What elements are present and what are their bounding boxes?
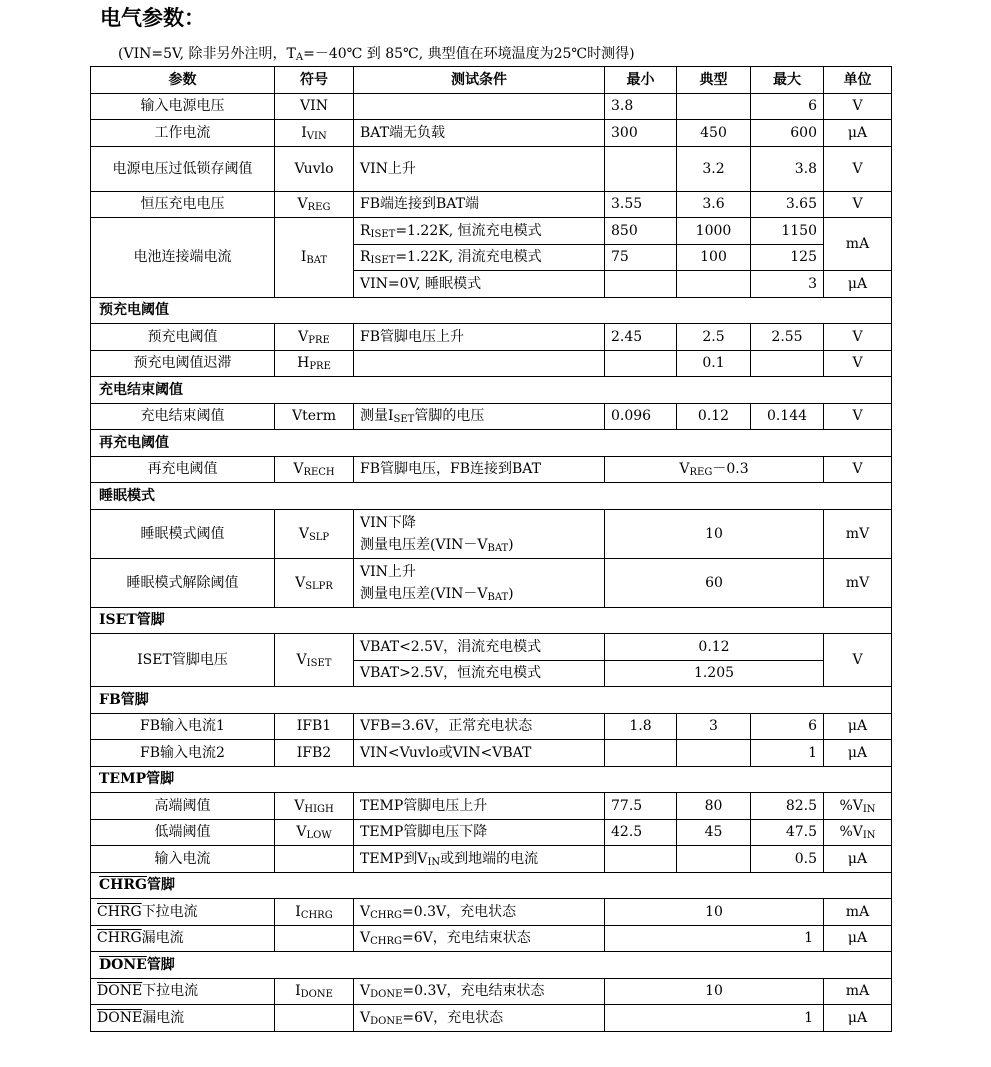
param-cell: 再充电阈值: [91, 456, 275, 483]
section-title: CHRG管脚: [91, 872, 892, 899]
symbol-cell: VIN: [275, 93, 354, 120]
unit-cell: V: [824, 634, 892, 687]
max-cell: 1150: [751, 218, 824, 245]
min-cell: 1.8: [605, 713, 677, 740]
param-cell: 预充电阈值: [91, 324, 275, 351]
table-row: [91, 899, 892, 926]
symbol-cell: $I_{CHRG}$: [275, 899, 354, 926]
min-cell: 42.5: [605, 819, 677, 846]
table-row: [91, 93, 892, 120]
section-title: 再充电阈值: [91, 430, 892, 457]
condition-cell: $R_{ISET}=1.22K$, 恒流充电模式: [354, 218, 605, 245]
section-title: DONE管脚: [91, 952, 892, 979]
condition-cell: VIN上升: [354, 146, 605, 191]
header-typ: 典型: [677, 67, 751, 94]
symbol-cell: $I_{DONE}$: [275, 978, 354, 1005]
symbol-cell: $V_{HIGH}$: [275, 793, 354, 820]
symbol-cell: [275, 846, 354, 873]
unit-cell: μA: [824, 846, 892, 873]
unit-cell: $\%V_{IN}$: [824, 819, 892, 846]
param-cell: FB输入电流1: [91, 713, 275, 740]
section-row: [91, 430, 892, 457]
section-title: FB管脚: [91, 687, 892, 714]
header-unit: 单位: [824, 67, 892, 94]
section-row: [91, 483, 892, 510]
unit-cell: V: [824, 350, 892, 377]
max-cell: 1: [605, 1005, 824, 1032]
typ-cell: 10: [605, 978, 824, 1005]
unit-cell: V: [824, 191, 892, 218]
unit-cell: μA: [824, 925, 892, 952]
table-row: [91, 740, 892, 767]
table-row: [91, 634, 892, 661]
condition-cell: VBAT<2.5V，涓流充电模式: [354, 634, 605, 661]
condition-cell: VFB=3.6V，正常充电状态: [354, 713, 605, 740]
section-title: ISET管脚: [91, 607, 892, 634]
symbol-cell: $V_{ISET}$: [275, 634, 354, 687]
symbol-cell: $H_{PRE}$: [275, 350, 354, 377]
table-row: [91, 558, 892, 607]
min-cell: 3.55: [605, 191, 677, 218]
param-cell: 电源电压过低锁存阈值: [91, 146, 275, 191]
unit-cell: mA: [824, 218, 892, 271]
condition-line: VIN下降: [360, 514, 416, 531]
min-cell: 3.8: [605, 93, 677, 120]
symbol-cell: Vuvlo: [275, 146, 354, 191]
typ-cell: 0.1: [677, 350, 751, 377]
symbol-cell: $V_{SLPR}$: [275, 558, 354, 607]
condition-cell: [354, 93, 605, 120]
min-cell: [605, 846, 677, 873]
min-cell: 77.5: [605, 793, 677, 820]
typ-cell: 60: [605, 558, 824, 607]
test-condition-note: (VIN=5V, 除非另外注明，$T_A=-40℃$ 到 85℃, 典型值在环境温度为25℃时测得): [118, 46, 635, 63]
unit-cell: mA: [824, 978, 892, 1005]
table-row: [91, 146, 892, 191]
typ-cell: 3: [677, 713, 751, 740]
table-row: [91, 403, 892, 430]
table-row: [91, 324, 892, 351]
min-cell: 2.45: [605, 324, 677, 351]
symbol-cell: IFB1: [275, 713, 354, 740]
condition-cell: VIN=0V, 睡眠模式: [354, 271, 605, 298]
unit-cell: V: [824, 456, 892, 483]
min-cell: [605, 271, 677, 298]
max-cell: 82.5: [751, 793, 824, 820]
max-cell: 0.144: [751, 403, 824, 430]
min-cell: [605, 740, 677, 767]
unit-cell: V: [824, 93, 892, 120]
unit-cell: μA: [824, 1005, 892, 1032]
condition-line: VIN上升: [360, 563, 416, 580]
max-cell: 6: [751, 93, 824, 120]
max-cell: 47.5: [751, 819, 824, 846]
typ-cell: 0.12: [605, 634, 824, 661]
min-cell: 75: [605, 244, 677, 271]
typ-cell: 100: [677, 244, 751, 271]
typ-cell: 45: [677, 819, 751, 846]
symbol-cell: [275, 925, 354, 952]
unit-cell: V: [824, 146, 892, 191]
header-condition: 测试条件: [354, 67, 605, 94]
table-row: [91, 978, 892, 1005]
symbol-cell: $V_{RECH}$: [275, 456, 354, 483]
unit-cell: mA: [824, 899, 892, 926]
section-row: [91, 607, 892, 634]
param-cell: 充电结束阈值: [91, 403, 275, 430]
unit-cell: mV: [824, 509, 892, 558]
table-row: [91, 819, 892, 846]
max-cell: 600: [751, 120, 824, 147]
symbol-cell: $I_{BAT}$: [275, 218, 354, 298]
section-row: [91, 377, 892, 404]
condition-cell: BAT端无负载: [354, 120, 605, 147]
param-cell: DONE下拉电流: [91, 978, 275, 1005]
max-cell: 3.65: [751, 191, 824, 218]
unit-cell: μA: [824, 713, 892, 740]
section-row: [91, 766, 892, 793]
condition-cell: $V_{CHRG}=0.3V$，充电状态: [354, 899, 605, 926]
condition-cell: $R_{ISET}=1.22K$, 涓流充电模式: [354, 244, 605, 271]
condition-cell: FB管脚电压上升: [354, 324, 605, 351]
param-cell: 睡眠模式阈值: [91, 509, 275, 558]
param-cell: 电池连接端电流: [91, 218, 275, 298]
table-row: [91, 1005, 892, 1032]
table-row: [91, 120, 892, 147]
min-cell: 0.096: [605, 403, 677, 430]
header-param: 参数: [91, 67, 275, 94]
max-cell: 3: [751, 271, 824, 298]
symbol-cell: [275, 1005, 354, 1032]
symbol-cell: $V_{PRE}$: [275, 324, 354, 351]
section-title: TEMP管脚: [91, 766, 892, 793]
param-cell: 低端阈值: [91, 819, 275, 846]
section-title: 预充电阈值: [91, 297, 892, 324]
header-symbol: 符号: [275, 67, 354, 94]
typ-cell: 10: [605, 509, 824, 558]
max-cell: 1: [751, 740, 824, 767]
max-cell: 125: [751, 244, 824, 271]
param-cell: DONE漏电流: [91, 1005, 275, 1032]
symbol-cell: $V_{LOW}$: [275, 819, 354, 846]
table-row: [91, 509, 892, 558]
table-header-row: [91, 67, 892, 94]
min-cell: [605, 146, 677, 191]
typ-cell: 1000: [677, 218, 751, 245]
electrical-parameters-table: [90, 66, 892, 1032]
condition-cell: $V_{CHRG}=6V$，充电结束状态: [354, 925, 605, 952]
param-cell: CHRG漏电流: [91, 925, 275, 952]
table-row: [91, 846, 892, 873]
condition-cell: [354, 350, 605, 377]
typ-cell: 3.2: [677, 146, 751, 191]
typ-cell: [677, 271, 751, 298]
symbol-cell: $V_{REG}$: [275, 191, 354, 218]
max-cell: 6: [751, 713, 824, 740]
typ-cell: 0.12: [677, 403, 751, 430]
condition-cell: VIN上升 测量电压差$(VIN-V_{BAT})$: [354, 558, 605, 607]
condition-cell: VBAT>2.5V，恒流充电模式: [354, 660, 605, 687]
unit-cell: μA: [824, 271, 892, 298]
typ-cell: 3.6: [677, 191, 751, 218]
page-title: 电气参数：: [100, 6, 205, 30]
param-cell: 输入电源电压: [91, 93, 275, 120]
max-cell: 0.5: [751, 846, 824, 873]
typ-cell: [677, 740, 751, 767]
max-cell: 3.8: [751, 146, 824, 191]
condition-cell: TEMP管脚电压上升: [354, 793, 605, 820]
param-cell: FB输入电流2: [91, 740, 275, 767]
typ-cell: 2.5: [677, 324, 751, 351]
param-cell: 高端阈值: [91, 793, 275, 820]
section-row: [91, 687, 892, 714]
table-row: [91, 925, 892, 952]
table-row: [91, 350, 892, 377]
value-cell: $V_{REG}-0.3$: [605, 456, 824, 483]
condition-cell: FB管脚电压，FB连接到BAT: [354, 456, 605, 483]
param-cell: 输入电流: [91, 846, 275, 873]
table-row: [91, 456, 892, 483]
header-max: 最大: [751, 67, 824, 94]
unit-cell: mV: [824, 558, 892, 607]
condition-cell: VIN<Vuvlo或VIN<VBAT: [354, 740, 605, 767]
section-title: 充电结束阈值: [91, 377, 892, 404]
min-cell: [605, 350, 677, 377]
symbol-cell: IFB2: [275, 740, 354, 767]
unit-cell: V: [824, 324, 892, 351]
condition-cell: TEMP管脚电压下降: [354, 819, 605, 846]
table-row: [91, 713, 892, 740]
condition-cell: FB端连接到BAT端: [354, 191, 605, 218]
unit-cell: μA: [824, 120, 892, 147]
unit-cell: $\%V_{IN}$: [824, 793, 892, 820]
min-cell: 300: [605, 120, 677, 147]
param-cell: 预充电阈值迟滞: [91, 350, 275, 377]
unit-cell: V: [824, 403, 892, 430]
condition-cell: $V_{DONE}=0.3V$，充电结束状态: [354, 978, 605, 1005]
max-cell: 1: [605, 925, 824, 952]
symbol-cell: Vterm: [275, 403, 354, 430]
param-cell: 工作电流: [91, 120, 275, 147]
param-cell: CHRG下拉电流: [91, 899, 275, 926]
typ-cell: [677, 846, 751, 873]
typ-cell: 10: [605, 899, 824, 926]
max-cell: [751, 350, 824, 377]
condition-cell: TEMP到$V_{IN}$或到地端的电流: [354, 846, 605, 873]
condition-cell: VIN下降 测量电压差$(VIN-V_{BAT})$: [354, 509, 605, 558]
param-cell: 睡眠模式解除阈值: [91, 558, 275, 607]
table-row: [91, 793, 892, 820]
min-cell: 850: [605, 218, 677, 245]
symbol-cell: $I_{VIN}$: [275, 120, 354, 147]
condition-cell: 测量$I_{SET}$管脚的电压: [354, 403, 605, 430]
section-row: [91, 297, 892, 324]
typ-cell: [677, 93, 751, 120]
symbol-cell: $V_{SLP}$: [275, 509, 354, 558]
typ-cell: 80: [677, 793, 751, 820]
typ-cell: 450: [677, 120, 751, 147]
header-min: 最小: [605, 67, 677, 94]
section-row: [91, 952, 892, 979]
condition-cell: $V_{DONE}=6V$，充电状态: [354, 1005, 605, 1032]
max-cell: 2.55: [751, 324, 824, 351]
section-row: [91, 872, 892, 899]
table-row: [91, 191, 892, 218]
param-cell: 恒压充电电压: [91, 191, 275, 218]
param-cell: ISET管脚电压: [91, 634, 275, 687]
section-title: 睡眠模式: [91, 483, 892, 510]
typ-cell: 1.205: [605, 660, 824, 687]
table-row: [91, 218, 892, 245]
unit-cell: μA: [824, 740, 892, 767]
